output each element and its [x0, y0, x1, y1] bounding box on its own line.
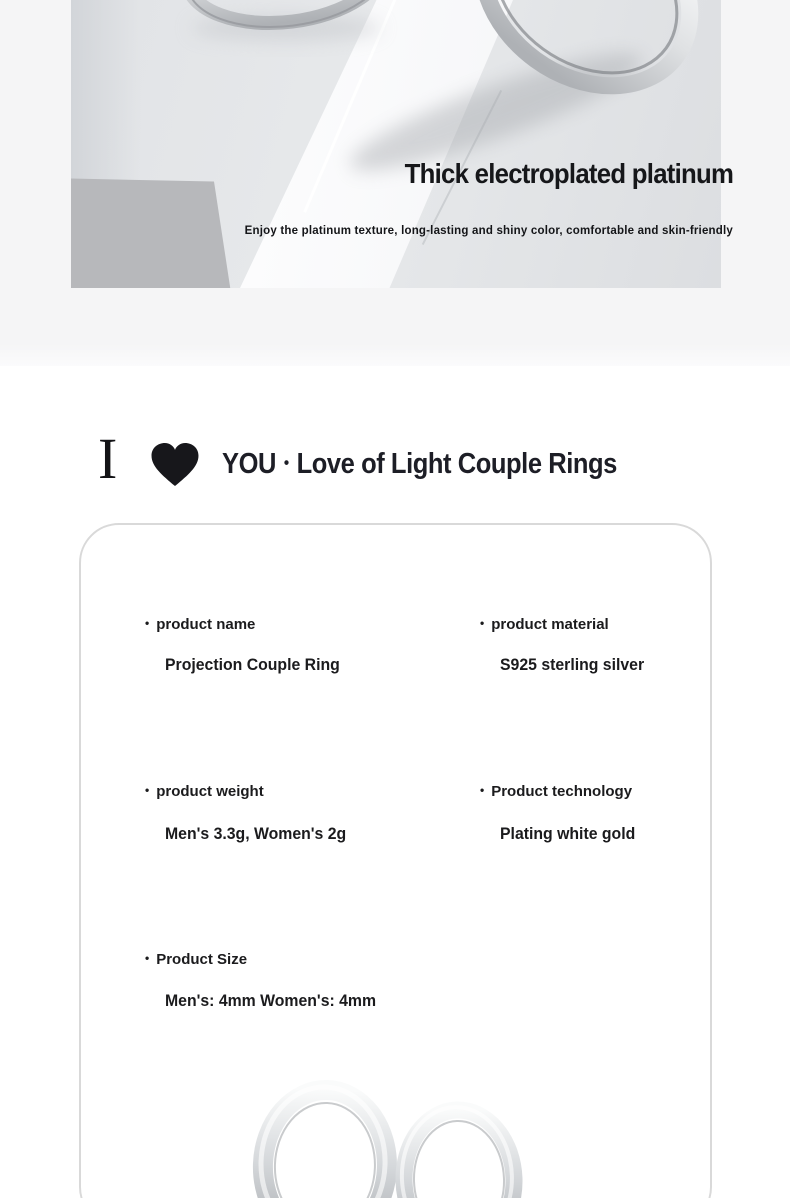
spec-label-product-name	[145, 616, 255, 633]
heart-icon	[149, 442, 201, 487]
womens-ring	[399, 1105, 516, 1198]
product-banner-image	[71, 0, 733, 288]
banner-title: Thick electroplated platinum	[404, 158, 733, 189]
banner-rings-illustration	[71, 0, 721, 288]
product-spec-card	[79, 523, 712, 1198]
spec-label-text: product name	[156, 616, 256, 633]
section-title-you: YOU	[222, 448, 276, 480]
mens-ring	[258, 1085, 389, 1198]
spec-value-product-size: Men's: 4mm Women's: 4mm	[165, 991, 377, 1010]
spec-label-text: Product Size	[156, 951, 248, 968]
bullet-icon: •	[480, 783, 485, 797]
spec-value-product-material: S925 sterling silver	[500, 655, 645, 674]
spec-label-product-size	[145, 951, 247, 968]
section-title-rest: Love of Light Couple Rings	[296, 448, 617, 480]
spec-label-product-weight	[145, 783, 264, 800]
couple-rings-image	[249, 1072, 529, 1198]
spec-label-text: product weight	[156, 783, 264, 800]
dot-separator-icon: •	[283, 453, 289, 472]
spec-label-text: Product technology	[491, 783, 633, 800]
banner-photo	[71, 0, 721, 288]
spec-label-product-technology	[480, 783, 632, 800]
spec-label-product-material	[480, 616, 609, 633]
bullet-icon: •	[145, 951, 150, 965]
spec-value-product-weight: Men's 3.3g, Women's 2g	[165, 824, 347, 843]
spec-label-text: product material	[491, 616, 609, 633]
section-title	[222, 445, 617, 482]
heading-letter-i: I	[98, 426, 118, 491]
bullet-icon: •	[480, 616, 485, 630]
spec-value-product-technology: Plating white gold	[500, 824, 636, 843]
banner-subtitle: Enjoy the platinum texture, long-lasting and shiny color, comfortable and skin-friendly	[244, 225, 733, 237]
bullet-icon: •	[145, 783, 150, 797]
spec-value-product-name: Projection Couple Ring	[165, 655, 340, 674]
bullet-icon: •	[145, 616, 150, 630]
